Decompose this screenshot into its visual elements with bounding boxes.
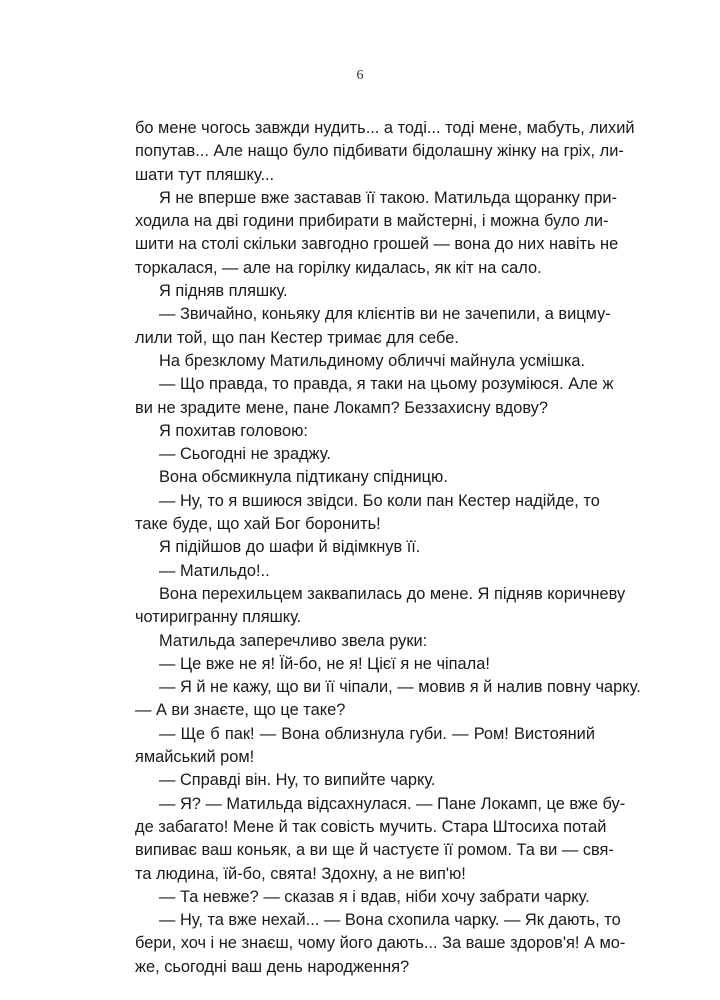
text-line: Матильда заперечливо звела руки: (159, 631, 428, 650)
text-line: ямайський ром! (135, 748, 255, 767)
text-line: На брезклому Матильдиному обличчі майнула усмішка. (159, 351, 586, 370)
text-line: же, сьогодні ваш день народження? (135, 957, 410, 976)
text-line: — Ще б пак! — Вона облизнула губи. — Ром! Вистояний (159, 724, 595, 743)
page-number: 6 (356, 68, 364, 83)
text-line: шати тут пляшку... (135, 165, 275, 184)
text-line: — Матильдо!.. (159, 561, 270, 580)
text-line: шити на столі скільки завгодно грошей — вона до них навіть не (135, 235, 619, 254)
body-text (135, 117, 641, 979)
text-line: — Звичайно, коньяку для клієнтів ви не зачепили, а вицму- (159, 305, 611, 324)
text-line: ви не зрадите мене, пане Локамп? Беззахисну вдову? (135, 398, 548, 417)
text-line: лили той, що пан Кестер тримає для себе. (135, 328, 459, 347)
text-line: Я похитав головою: (159, 421, 308, 440)
text-line: — Ну, то я вшиюся звідси. Бо коли пан Кестер надійде, то (159, 491, 600, 510)
text-line: Я підняв пляшку. (159, 282, 288, 301)
text-line: — Це вже не я! Їй-бо, не я! Цієї я не чіпала! (159, 654, 490, 673)
text-line: випиває ваш коньяк, а ви ще й частуєте її ромом. Та ви — свя- (135, 841, 614, 860)
text-line: — Я й не кажу, що ви її чіпали, — мовив я й налив повну чарку. (159, 678, 641, 697)
text-line: Вона обсмикнула підтикану спідницю. (159, 468, 448, 487)
text-line: — Що правда, то правда, я таки на цьому розуміюся. Але ж (159, 375, 614, 394)
text-line: — Та невже? — сказав я і вдав, ніби хочу забрати чарку. (159, 887, 590, 906)
text-line: — Сьогодні не зраджу. (159, 445, 331, 464)
text-line: — Ну, та вже нехай... — Вона схопила чарку. — Як дають, то (159, 911, 621, 930)
text-line: Вона перехильцем заквапилась до мене. Я підняв коричневу (159, 584, 626, 603)
text-line: — Справді він. Ну, то випийте чарку. (159, 771, 436, 790)
text-line: Я не вперше вже заставав її такою. Матильда щоранку при- (159, 188, 618, 207)
text-line: торкалася, — але на горілку кидалась, як кіт на сало. (135, 258, 542, 277)
text-line: ходила на дві години прибирати в майстерні, і можна було ли- (135, 212, 609, 231)
text-line: де забагато! Мене й так совість мучить. Стара Штосиха потай (135, 817, 607, 836)
text-line: — Я? — Матильда відсахнулася. — Пане Локамп, це вже бу- (159, 794, 626, 813)
text-line: Я підійшов до шафи й відімкнув її. (159, 538, 421, 557)
text-line: чотиригранну пляшку. (135, 608, 302, 627)
text-line: бери, хоч і не знаєш, чому його дають... За ваше здоров'я! А мо- (135, 934, 626, 953)
text-line: таке буде, що хай Бог боронить! (135, 515, 381, 534)
text-line: — А ви знаєте, що це таке? (135, 701, 346, 720)
text-line: та людина, їй-бо, свята! Здохну, а не вип'ю! (135, 864, 466, 883)
text-line: попутав... Але нащо було підбивати бідолашну жінку на гріх, ли- (135, 142, 624, 161)
text-line: бо мене чогось завжди нудить... а тоді... тоді мене, мабуть, лихий (135, 119, 635, 137)
